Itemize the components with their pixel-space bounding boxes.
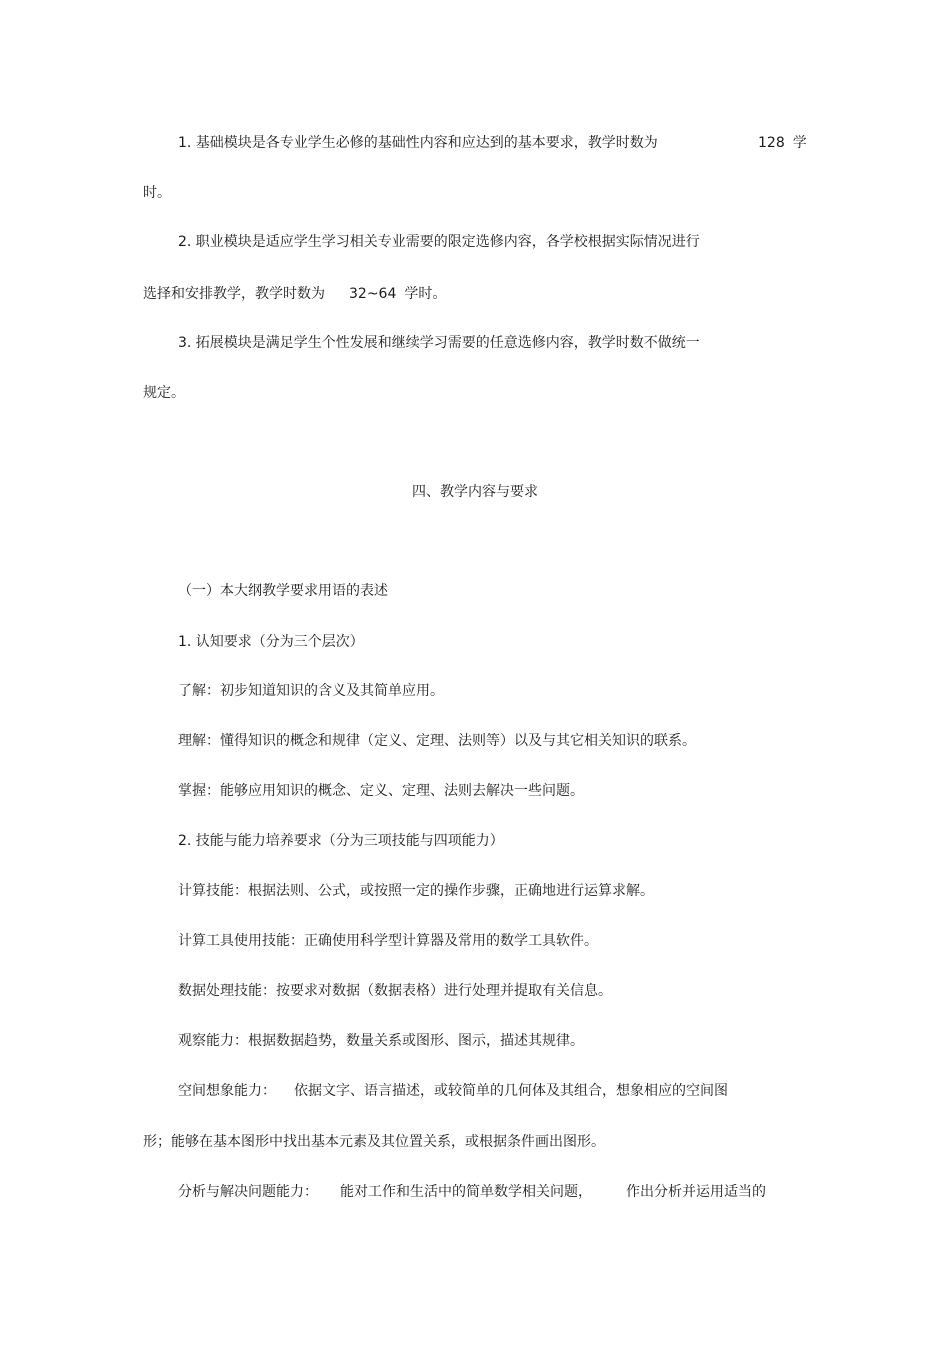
module-3-paragraph: 3. 拓展模块是满足学生个性发展和继续学习需要的任意选修内容，教学时数不做统一 [178,335,700,351]
skill-data-processing: 数据处理技能：按要求对数据（数据表格）进行处理并提取有关信息。 [178,983,612,999]
ability-problem-solving: 分析与解决问题能力： 能对工作和生活中的简单数学相关问题， 作出分析并运用适当的 [178,1184,766,1200]
cognitive-level-master: 掌握：能够应用知识的概念、定义、定理、法则去解决一些问题。 [178,783,584,799]
subsection-heading: （一）本大纲教学要求用语的表述 [178,583,388,599]
ability-observation: 观察能力：根据数据趋势，数量关系或图形、图示，描述其规律。 [178,1033,584,1049]
ability-label: 空间想象能力： [178,1083,276,1099]
skill-calculation-tools: 计算工具使用技能：正确使用科学型计算器及常用的数学工具软件。 [178,933,598,949]
skills-requirements-title: 2. 技能与能力培养要求（分为三项技能与四项能力） [178,833,504,849]
module-1-continuation: 时。 [143,185,171,201]
module-1-text: 1. 基础模块是各专业学生必修的基础性内容和应达到的基本要求，教学时数为 [178,135,658,151]
module-2-hours: 32~64 [349,286,397,302]
module-1-unit: 学 [792,135,807,151]
ability-spatial-imagination: 空间想象能力： 依据文字、语言描述，或较简单的几何体及其组合，想象相应的空间图 [178,1083,728,1099]
module-1-hours: 128 学 [758,135,807,151]
module-2-paragraph: 2. 职业模块是适应学生学习相关专业需要的限定选修内容，各学校根据实际情况进行 [178,234,700,250]
section-heading: 四、教学内容与要求 [412,484,538,500]
ability-spatial-continuation: 形；能够在基本图形中找出基本元素及其位置关系，或根据条件画出图形。 [143,1134,605,1150]
module-2-continuation: 选择和安排教学，教学时数为 32~64 学时。 [143,286,447,302]
cognitive-level-understand: 了解：初步知道知识的含义及其简单应用。 [178,683,444,699]
cognitive-requirements-title: 1. 认知要求（分为三个层次） [178,634,364,650]
cognitive-level-comprehend: 理解：懂得知识的概念和规律（定义、定理、法则等）以及与其它相关知识的联系。 [178,733,696,749]
ability-label: 分析与解决问题能力： [178,1184,318,1200]
module-1-paragraph [178,133,658,153]
module-3-continuation: 规定。 [143,385,185,401]
skill-calculation: 计算技能：根据法则、公式，或按照一定的操作步骤，正确地进行运算求解。 [178,883,654,899]
